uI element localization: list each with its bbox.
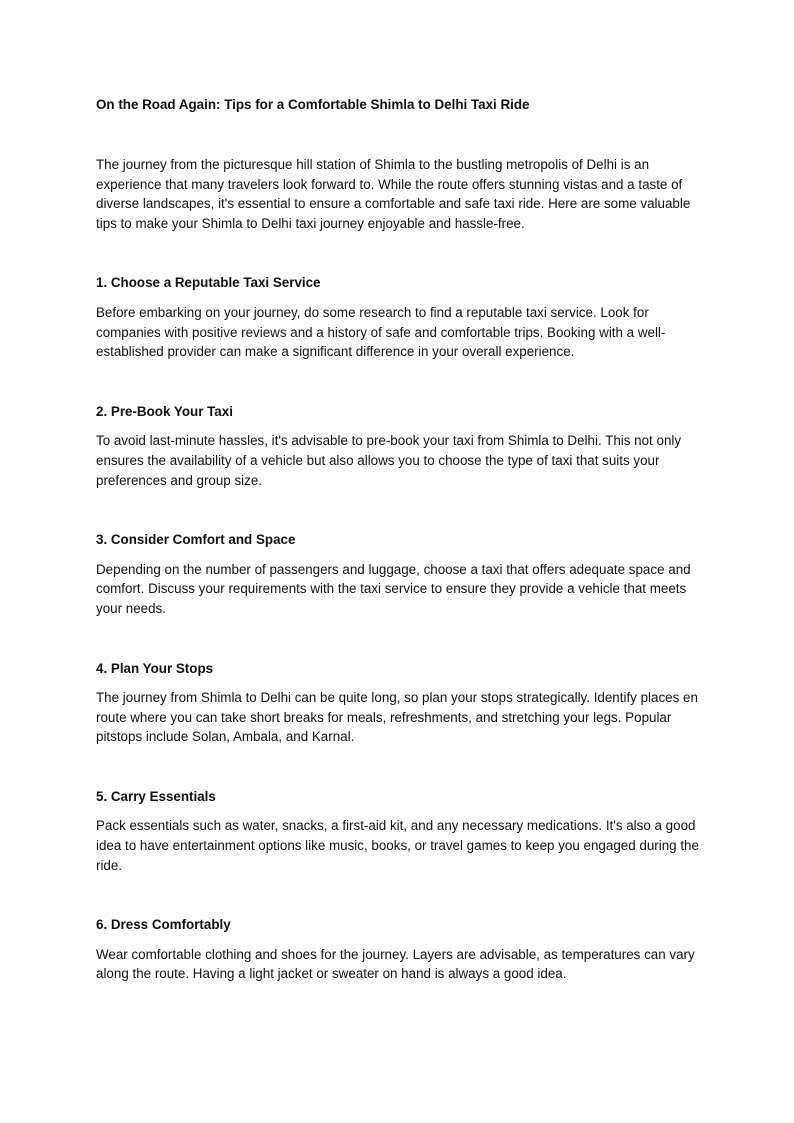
section-body: Before embarking on your journey, do some research to find a reputable taxi service. Look for companies with positive reviews and a history of safe and comfortable trips. Booking with a well-established provider can make a significant difference in your overall experience. <box>96 304 666 360</box>
section-4 <box>96 659 702 747</box>
section-heading: 5. Carry Essentials <box>96 788 216 804</box>
section-3 <box>96 530 702 618</box>
section-body: Wear comfortable clothing and shoes for the journey. Layers are advisable, as temperatures can vary along the route. Having a light jacket or sweater on hand is always a good idea. <box>96 946 695 982</box>
document-page <box>96 95 702 984</box>
section-body: The journey from Shimla to Delhi can be quite long, so plan your stops strategically. Identify places en route where you can take short breaks for meals, refreshments, and stretching your legs. Popular pitstops include Solan, Ambala, and Karnal. <box>96 690 698 745</box>
section-heading: 1. Choose a Reputable Taxi Service <box>96 275 321 291</box>
section-heading: 2. Pre-Book Your Taxi <box>96 403 233 419</box>
section-5 <box>96 787 702 875</box>
section-heading: 6. Dress Comfortably <box>96 917 231 933</box>
section-1 <box>96 273 702 361</box>
section-heading: 4. Plan Your Stops <box>96 660 214 676</box>
intro-paragraph: The journey from the picturesque hill station of Shimla to the bustling metropolis of Delhi is an experience that many travelers look forward to. While the route offers stunning vistas and a taste of diverse landscapes, it's essential to ensure a comfortable and safe taxi ride. Here are some valuable tips to make your Shimla to Delhi taxi journey enjoyable and hassle-free. <box>96 157 691 231</box>
section-body: To avoid last-minute hassles, it's advisable to pre-book your taxi from Shimla to Delhi. This not only ensures the availability of a vehicle but also allows you to choose the type of taxi that suits your preferences and group size. <box>96 433 682 488</box>
document-title: On the Road Again: Tips for a Comfortable Shimla to Delhi Taxi Ride <box>96 97 530 112</box>
section-body: Pack essentials such as water, snacks, a first-aid kit, and any necessary medications. It's also a good idea to have entertainment options like music, books, or travel games to keep you engaged during the ride. <box>96 818 699 873</box>
section-2 <box>96 402 702 490</box>
section-heading: 3. Consider Comfort and Space <box>96 532 296 548</box>
section-body: Depending on the number of passengers and luggage, choose a taxi that offers adequate space and comfort. Discuss your requirements with the taxi service to ensure they provide a vehicle that meets your needs. <box>96 561 691 616</box>
section-6 <box>96 915 702 984</box>
